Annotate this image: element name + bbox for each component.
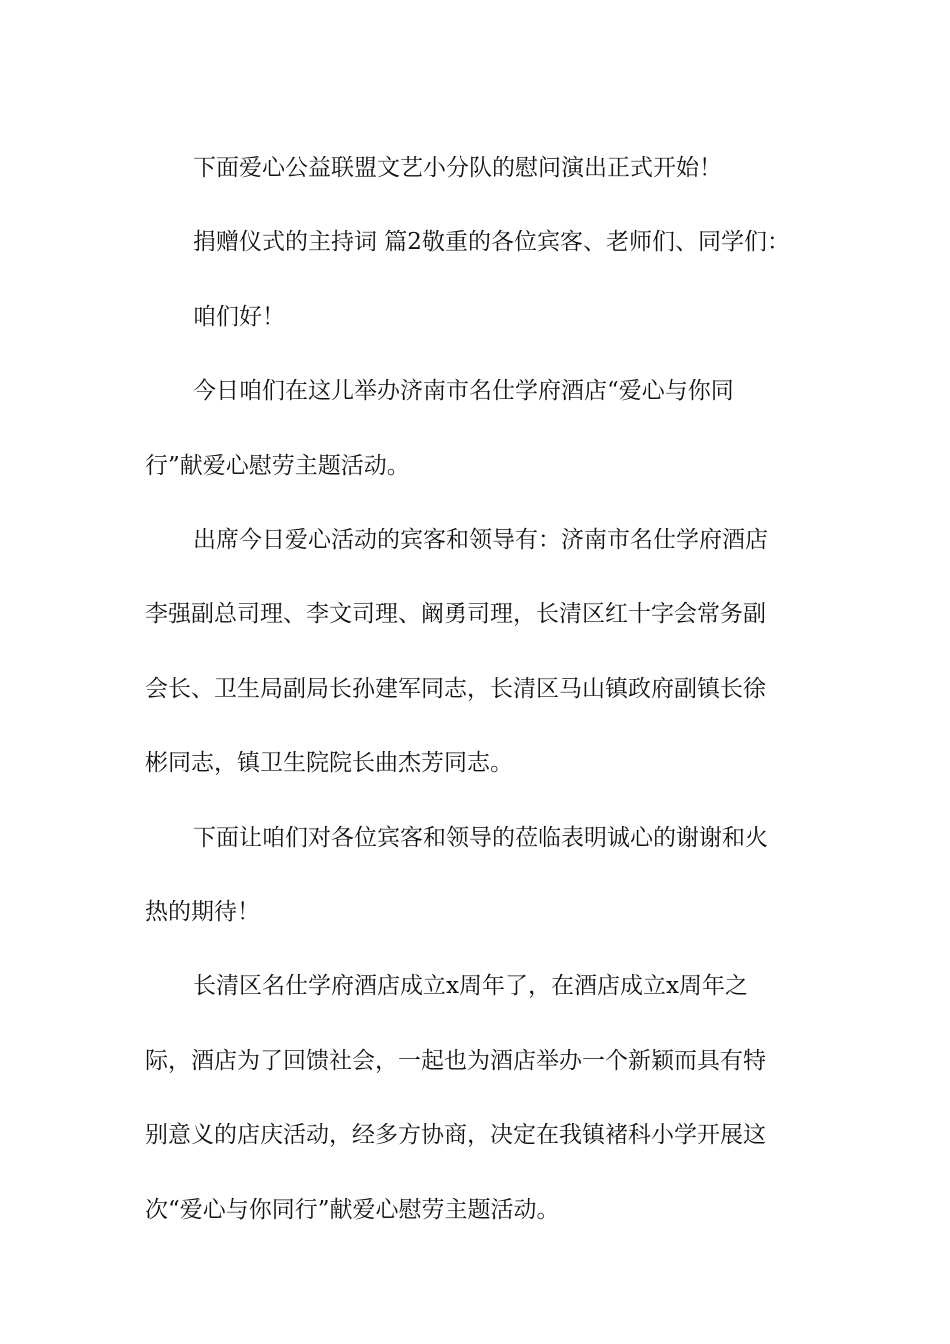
paragraph-line: 咱们好！ — [193, 303, 285, 330]
paragraph-6 — [145, 801, 810, 950]
paragraph-5 — [145, 503, 810, 801]
paragraph-line: 热的期待！ — [145, 899, 260, 926]
paragraph-line: 出席今日爱心活动的宾客和领导有：济南市名仕学府酒店 — [193, 527, 768, 554]
paragraph-3 — [145, 280, 810, 354]
paragraph-line: 长清区名仕学府酒店成立x周年了，在酒店成立x周年之 — [193, 973, 748, 1000]
document-body — [145, 131, 810, 1247]
paragraph-line: 际，酒店为了回馈社会，一起也为酒店举办一个新颖而具有特 — [145, 1047, 766, 1074]
paragraph-1 — [145, 131, 810, 205]
paragraph-line: 别意义的店庆活动，经多方协商，决定在我镇褚科小学开展这 — [145, 1122, 766, 1149]
paragraph-line: 今日咱们在这儿举办济南市名仕学府酒店“爱心与你同 — [193, 378, 734, 405]
paragraph-line: 下面让咱们对各位宾客和领导的莅临表明诚心的谢谢和火 — [193, 824, 768, 851]
paragraph-line: 行”献爱心慰劳主题活动。 — [145, 452, 410, 479]
paragraph-4 — [145, 354, 810, 503]
paragraph-line: 李强副总司理、李文司理、阚勇司理，长清区红十字会常务副 — [145, 601, 766, 628]
paragraph-line: 彬同志，镇卫生院院长曲杰芳同志。 — [145, 750, 513, 777]
paragraph-2 — [145, 205, 810, 279]
paragraph-line: 次“爱心与你同行”献爱心慰劳主题活动。 — [145, 1196, 560, 1223]
paragraph-7 — [145, 949, 810, 1247]
paragraph-line: 会长、卫生局副局长孙建军同志，长清区马山镇政府副镇长徐 — [145, 675, 766, 702]
paragraph-line: 捐赠仪式的主持词 篇2敬重的各位宾客、老师们、同学们： — [193, 229, 790, 256]
paragraph-line: 下面爱心公益联盟文艺小分队的慰问演出正式开始！ — [193, 155, 722, 181]
